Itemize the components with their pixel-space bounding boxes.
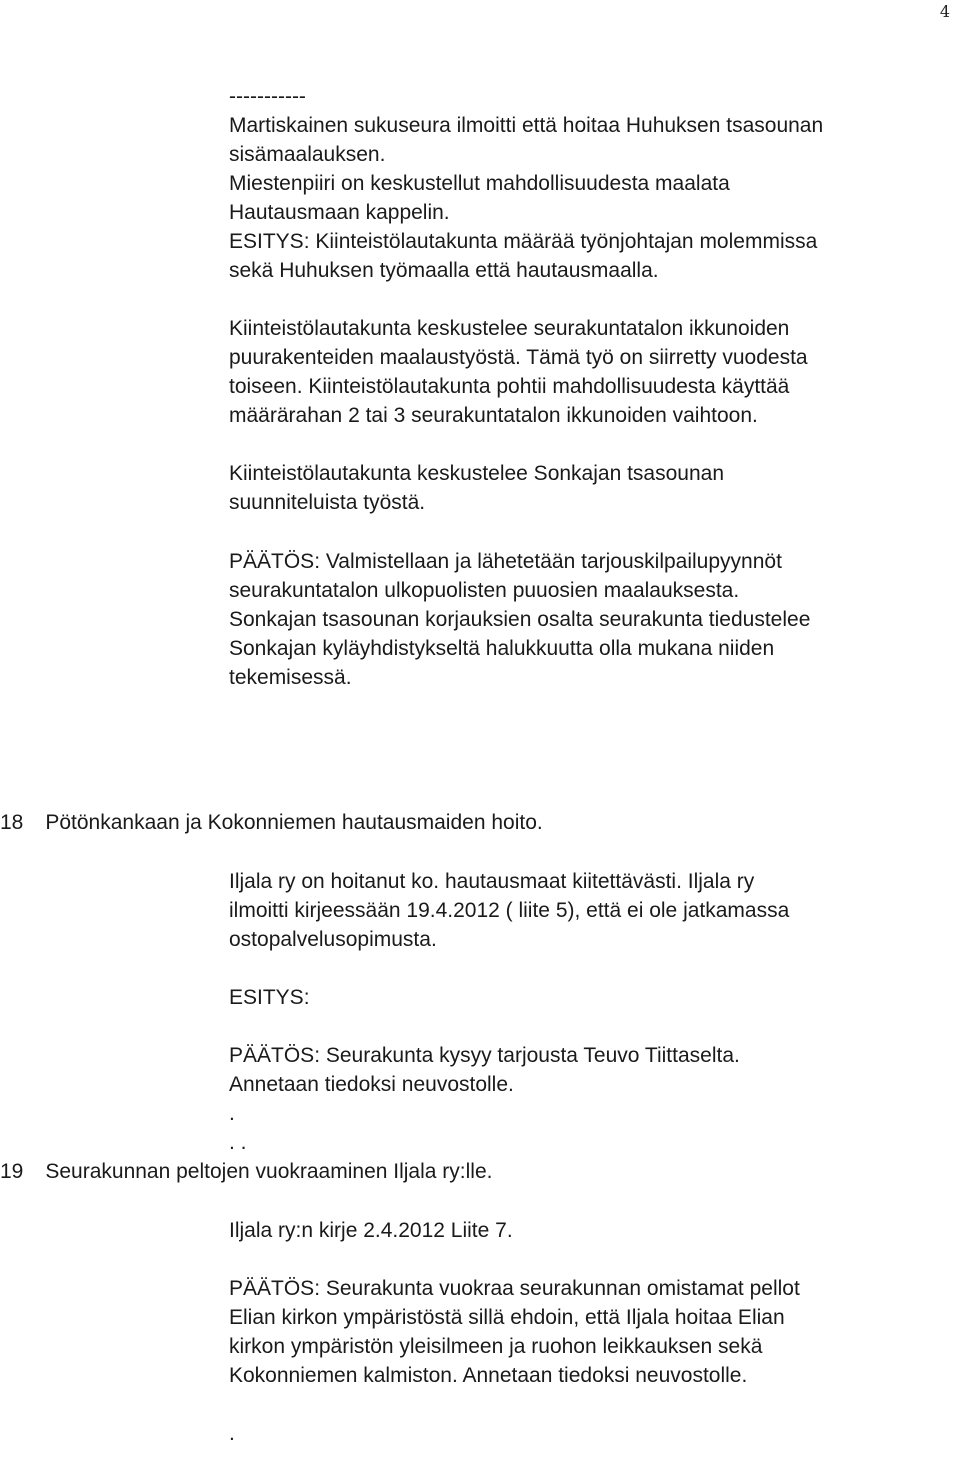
item-title: Pötönkankaan ja Kokonniemen hautausmaiden hoito. [45,811,543,834]
decision-line: Sonkajan tsasounan korjauksien osalta seurakunta tiedustelee [229,608,811,631]
item-19-heading [0,1157,492,1186]
esitys-label: ESITYS: [229,986,310,1009]
text-line: ilmoitti kirjeessään 19.4.2012 ( liite 5), että ei ole jatkamassa [229,899,790,922]
item-18-heading [0,808,543,837]
decision-line: PÄÄTÖS: Seurakunta vuokraa seurakunnan omistamat pellot [229,1277,800,1300]
decision-line: Annetaan tiedoksi neuvostolle. [229,1073,514,1096]
text-line: Iljala ry on hoitanut ko. hautausmaat kiitettävästi. Iljala ry [229,870,755,893]
page-number: 4 [939,2,950,21]
decision-line: Kokonniemen kalmiston. Annetaan tiedoksi neuvostolle. [229,1364,748,1387]
text-line: ostopalvelusopimusta. [229,928,437,951]
item-title: Seurakunnan peltojen vuokraaminen Iljala ry:lle. [45,1160,493,1183]
item-number: 18 [0,811,24,834]
text-line: Martiskainen sukuseura ilmoitti että hoitaa Huhuksen tsasounan [229,114,824,137]
trailing-dot: . [229,1422,235,1445]
text-line: ESITYS: Kiinteistölautakunta määrää työnjohtajan molemmissa [229,230,818,253]
decision-line: kirkon ympäristön yleisilmeen ja ruohon leikkauksen sekä [229,1335,763,1358]
decision-line: PÄÄTÖS: Valmistellaan ja lähetetään tarjouskilpailupyynnöt [229,550,782,573]
text-line: puurakenteiden maalaustyöstä. Tämä työ on siirretty vuodesta [229,346,808,369]
decision-line: tekemisessä. [229,666,352,689]
decision-line: . [229,1102,235,1125]
text-line: Miestenpiiri on keskustellut mahdollisuudesta maalata [229,172,730,195]
item-number: 19 [0,1160,24,1183]
decision-line: PÄÄTÖS: Seurakunta kysyy tarjousta Teuvo Tiittaselta. [229,1044,740,1067]
decision-line: seurakuntatalon ulkopuolisten puuosien maalauksesta. [229,579,740,602]
text-line: suunniteluista työstä. [229,491,426,514]
text-line: määrärahan 2 tai 3 seurakuntatalon ikkunoiden vaihtoon. [229,404,758,427]
separator-line: ----------- [229,85,306,108]
text-line: Kiinteistölautakunta keskustelee seurakuntatalon ikkunoiden [229,317,790,340]
text-line: Iljala ry:n kirje 2.4.2012 Liite 7. [229,1219,513,1242]
text-line: Hautausmaan kappelin. [229,201,450,224]
text-line: sekä Huhuksen työmaalla että hautausmaalla. [229,259,659,282]
text-line: sisämaalauksen. [229,143,386,166]
text-line: Kiinteistölautakunta keskustelee Sonkajan tsasounan [229,462,724,485]
decision-line: Elian kirkon ympäristöstä sillä ehdoin, että Iljala hoitaa Elian [229,1306,785,1329]
decision-line: . . [229,1131,247,1154]
decision-line: Sonkajan kyläyhdistykseltä halukkuutta olla mukana niiden [229,637,775,660]
text-line: toiseen. Kiinteistölautakunta pohtii mahdollisuudesta käyttää [229,375,790,398]
